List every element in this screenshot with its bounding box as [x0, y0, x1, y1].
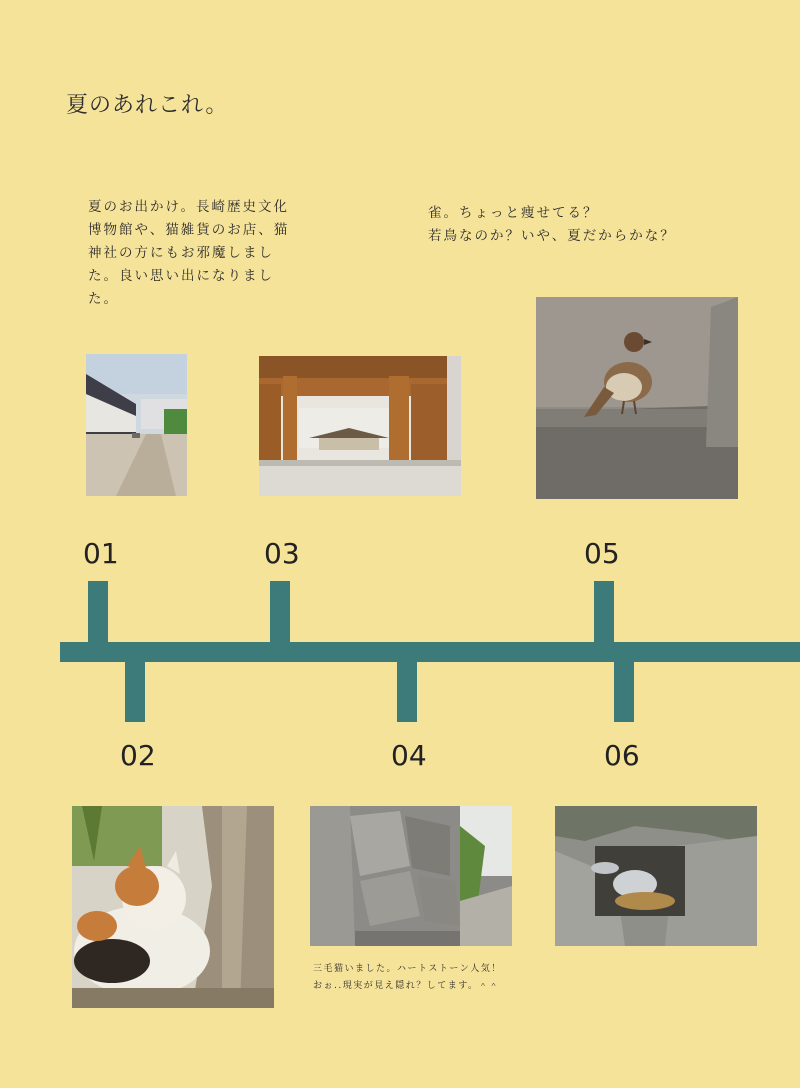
timeline-tick-05 [594, 581, 614, 644]
timeline-label-01: 01 [83, 537, 119, 570]
timeline-label-03: 03 [264, 537, 300, 570]
photo-sparrow [536, 297, 738, 499]
timeline-tick-06 [614, 660, 634, 722]
photo-wooden-gate [259, 356, 461, 496]
timeline-tick-01 [88, 581, 108, 644]
timeline-label-04: 04 [391, 739, 427, 772]
timeline-label-06: 06 [604, 739, 640, 772]
timeline-tick-03 [270, 581, 290, 644]
photo-museum-courtyard [86, 354, 187, 496]
timeline-tick-04 [397, 660, 417, 722]
timeline-label-02: 02 [120, 739, 156, 772]
photo-calico-cat [72, 806, 274, 1008]
timeline-label-05: 05 [584, 537, 620, 570]
timeline-axis [60, 642, 800, 662]
page-title: 夏のあれこれ。 [66, 93, 229, 118]
timeline-tick-02 [125, 660, 145, 722]
intro-text: 夏のお出かけ。長崎歴史文化 博物館や、猫雑貨のお店、猫 神社の方にもお邪魔しまし た。良い思い出になりまし た。 [88, 199, 290, 307]
sparrow-text: 雀。ちょっと痩せてる？ 若鳥なのか？いや、夏だからかな？ [428, 205, 676, 244]
photo-coins-in-rocks [555, 806, 757, 946]
photo-stone-wall [310, 806, 512, 946]
cat-caption: 三毛猫いました。ハートストーン人気！ おぉ..現実が見え隠れ？してます。＾＾ [313, 964, 502, 991]
